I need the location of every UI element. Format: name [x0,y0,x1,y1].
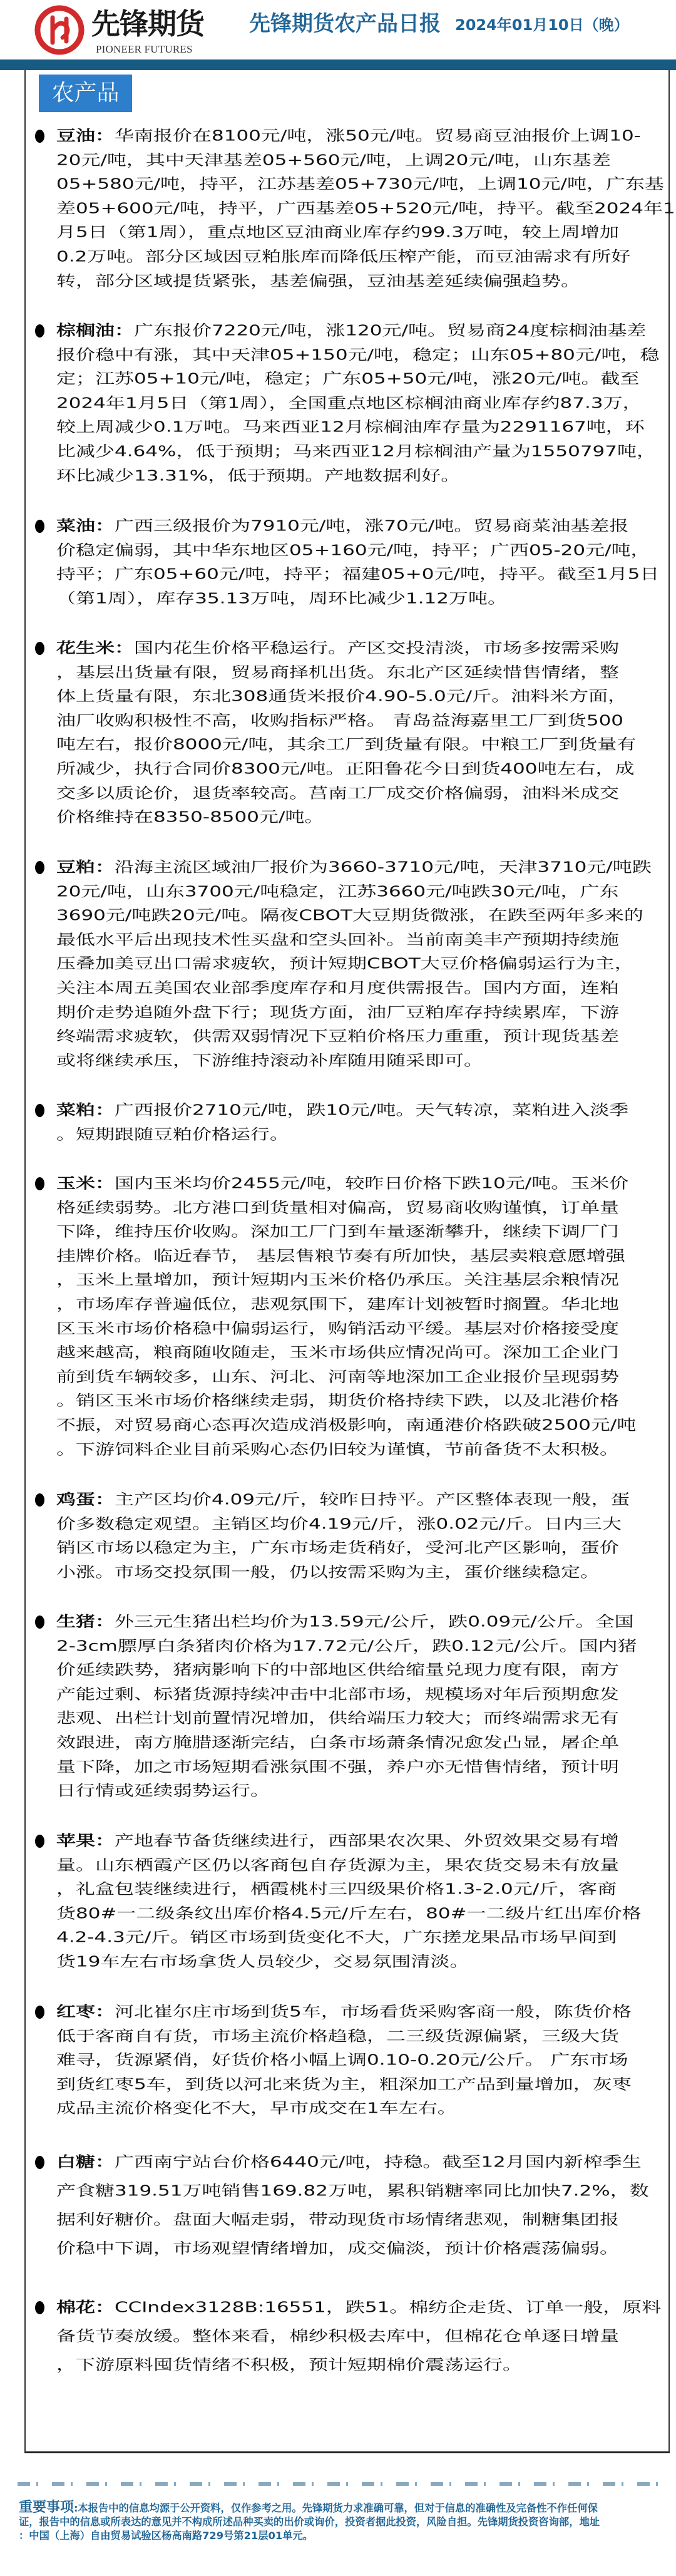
bullet-icon [35,1177,44,1190]
commodity-text-line: 0.2万吨。部分区域因豆粕胀库而降低压榨产能，而豆油需求有所好 [56,248,631,265]
bullet-icon [35,520,44,533]
commodity-text-line: 交多以质论价，退货率较高。莒南工厂成交价格偏弱，油料米成交 [56,785,619,802]
commodity-text-line: 挂牌价格。临近春节， 基层售粮节奏有所加快，基层卖粮意愿增强 [56,1247,625,1265]
commodity-text-line: 差05+600元/吨，持平，广西基差05+520元/吨，持平。截至2024年1 [56,200,675,217]
commodity-text-line: 终端需求疲软，供需双弱情况下豆粕价格压力重重，预计现货基差 [56,1028,619,1045]
commodity-text: 广西三级报价为7910元/吨，涨70元/吨。贸易商菜油基差报 [115,517,629,535]
commodity-text-line: 下降，维持压价收购。深加工厂门到车量逐渐攀升，继续下调厂门 [56,1223,619,1240]
commodity-text-line: 。销区玉米市场价格继续走弱，期货价格持续下跌，以及北港价格 [56,1392,619,1409]
commodity-text-line: 环比减少13.31%，低于预期。产地数据利好。 [56,467,461,485]
commodity-label: 花生米： [56,639,134,657]
commodity-text-line: ，基层出货量有限，贸易商择机出货。东北产区延续惜售情绪，整 [56,664,619,681]
commodity-item [35,2000,661,2121]
commodity-text-line: 据利好糖价。盘面大幅走弱，带动现货市场情绪悲观，制糖集团报 [56,2211,619,2228]
commodity-text-line [56,2151,676,2173]
commodity-item [35,2148,661,2263]
bullet-icon [35,2006,44,2019]
commodity-text-line: 悲观、出栏计划前置情况增加，供给端压力较大；而终端需求无有 [56,1709,619,1727]
commodity-text-line: ，下游原料囤货情绪不积极，预计短期棉价震荡运行。 [56,2356,522,2374]
commodity-text-line [56,127,676,145]
bullet-icon [35,324,44,337]
commodity-text-line: 持平；广东05+60元/吨，持平；福建05+0元/吨，持平。截至1月5日 [56,565,660,583]
commodity-text-line [56,1175,676,1193]
commodity-text-line [56,1613,676,1631]
commodity-text-line: （第1周），库存35.13万吨，周环比减少1.12万吨。 [56,590,507,607]
commodity-text-line: 报价稳中有涨，其中天津05+150元/吨，稳定；山东05+80元/吨，稳 [56,346,660,364]
commodity-text-line: 销区市场以稳定为主，广东市场走货稍好，受河北产区影响，蛋价 [56,1539,619,1557]
commodity-text: 广西报价2710元/吨，跌10元/吨。天气转凉，菜粕进入淡季 [115,1101,629,1119]
commodity-item [35,124,675,293]
disclaimer [19,2501,663,2543]
commodity-text: 产地春节备货继续进行，西部果农次果、外贸效果交易有增 [115,1832,619,1850]
commodity-text-line: 2-3cm膘厚白条猪肉价格为17.72元/公斤，跌0.12元/公斤。国内猪 [56,1637,637,1655]
header-divider-bar [0,59,676,70]
commodity-text-line [56,639,676,657]
commodity-text-line: 货80#一二级条纹出库价格4.5元/斤左右，80#一二级片红出库价格 [56,1905,642,1922]
commodity-text-line: 20元/吨，其中天津基差05+560元/吨，上调20元/吨，山东基差 [56,152,611,169]
commodity-text-line: 日行情或延续弱势运行。 [56,1782,270,1800]
commodity-label: 棕榈油： [56,322,134,339]
commodity-item [35,514,661,611]
commodity-item [35,2293,661,2379]
report-title: 先锋期货农产品日报 [249,11,441,36]
commodity-text: 华南报价在8100元/吨，涨50元/吨。贸易商豆油报价上调10- [115,127,641,145]
commodity-text-line: 定；江苏05+10元/吨，稳定；广东05+50元/吨，涨20元/吨。截至 [56,370,640,388]
commodity-label: 棉花： [56,2299,115,2316]
commodity-item [35,1488,661,1584]
commodity-text-line: 。下游饲料企业目前采购心态仍旧较为谨慎，节前备货不太积极。 [56,1441,619,1458]
commodity-text-line: 体上货量有限，东北308通货米报价4.90-5.0元/斤。油料米方面， [56,688,628,705]
commodity-text: 国内花生价格平稳运行。产区交投清淡，市场多按需采购 [134,639,619,657]
commodity-item [35,855,661,1073]
commodity-text: 沿海主流区域油厂报价为3660-3710元/吨，天津3710元/吨跌 [115,858,652,876]
commodity-text-line: 价稳中下调，市场观望情绪增加，成交偏淡，预计价格震荡偏弱。 [56,2240,619,2257]
commodity-text-line: 越来越高，粮商随收随走，玉米市场供应情况尚可。深加工企业门 [56,1344,619,1361]
commodity-label: 鸡蛋： [56,1491,115,1508]
commodity-item [35,319,661,488]
section-tag: 农产品 [39,75,132,112]
disclaimer-label: 重要事项 [19,2500,74,2515]
commodity-text-line: 产食糖319.51万吨销售169.82万吨，累积销糖率同比加快7.2%，数 [56,2182,649,2200]
commodity-text-line: 难寻，货源紧俏，好货价格小幅上调0.10-0.20元/公斤。 广东市场 [56,2051,628,2069]
logo-chinese-name: 先锋期货 [91,7,204,41]
commodity-text-line: ，玉米上量增加，预计短期内玉米价格仍承压。关注基层余粮情况 [56,1271,619,1289]
commodity-label: 菜油： [56,517,115,535]
commodity-text-line: 价格维持在8350-8500元/吨。 [56,808,324,826]
commodity-text-line: ，市场库存普遍低位，悲观氛围下，建库计划被暂时搁置。华北地 [56,1296,619,1313]
commodity-text-line: 价延续跌势，猪病影响下的中部地区供给缩量兑现力度有限，南方 [56,1661,619,1679]
commodity-text-line: 量下降，加之市场短期看涨氛围不强，养户亦无惜售情绪，预计明 [56,1758,619,1776]
commodity-text-line: 比减少4.64%，低于预期；马来西亚12月棕榈油产量为1550797吨， [56,443,656,460]
commodity-text-line [56,858,676,877]
commodity-item [35,1098,661,1146]
commodity-text-line: 不振，对贸易商心态再次造成消极影响，南通港价格跌破2500元/吨 [56,1416,637,1434]
commodity-text-line: 压叠加美豆出口需求疲软，预计短期CBOT大豆价格偏弱运行为主， [56,955,634,972]
commodity-text-line: 成品主流价格变化不大，早市成交在1车左右。 [56,2099,457,2117]
commodity-text: 广西南宁站台价格6440元/吨，持稳。截至12月国内新榨季生 [115,2153,642,2171]
commodity-text-line [56,1832,676,1850]
commodity-text-line: 格延续弱势。北方港口到货量相对偏高，贸易商收购谨慎，订单量 [56,1199,619,1217]
commodity-text-line: 价稳定偏弱，其中华东地区05+160元/吨，持平；广西05-20元/吨， [56,542,650,559]
commodity-text: 主产区均价4.09元/斤，较昨日持平。产区整体表现一般，蛋 [115,1491,630,1508]
commodity-text-line: 产能过剩、标猪货源持续冲击中北部市场，规模场对年后预期愈发 [56,1686,619,1703]
disclaimer-line: ：中国（上海）自由贸易试验区杨高南路729号第21层01单元。 [19,2530,314,2542]
report-date: 2024年01月10日（晚） [455,16,629,34]
commodity-label: 豆粕： [56,858,115,876]
logo-english-name: PIONEER FUTURES [96,43,193,55]
footer-dashed-divider [18,2482,662,2486]
commodity-text-line: 转，部分区域提货紧张，基差偏强，豆油基差延续偏强趋势。 [56,272,580,290]
commodity-item [35,1172,661,1461]
commodity-item [35,1829,661,1974]
commodity-text-line [56,322,676,340]
commodity-text: 河北崔尔庄市场到货5车，市场看货采购客商一般，陈货价格 [115,2003,632,2021]
commodity-text-line: 小涨。市场交投氛围一般，仍以按需采购为主，蛋价继续稳定。 [56,1564,600,1581]
commodity-text-line: 关注本周五美国农业部季度库存和月度供需报告。国内方面，连粕 [56,979,619,997]
commodity-text-line: 吨左右，报价8000元/吨，其余工厂到货量有限。中粮工厂到货量有 [56,736,637,753]
commodity-text: 外三元生猪出栏均价为13.59元/公斤，跌0.09元/公斤。全国 [115,1613,634,1631]
bullet-icon [35,642,44,655]
commodity-text-line: 低于客商自有货，市场主流价格趋稳，二三级货源偏紧，三级大货 [56,2027,619,2045]
commodity-text: CCIndex3128B:16551，跌51。棉纺企走货、订单一般，原料 [115,2299,662,2316]
bullet-icon [35,1615,44,1629]
commodity-label: 豆油： [56,127,115,145]
disclaimer-line: :本报告中的信息均源于公开资料，仅作参考之用。先锋期货力求准确可靠，但对于信息的准确性及完备性不作任何保 [74,2502,598,2514]
commodity-text-line [56,1491,676,1509]
bullet-icon [35,2156,44,2169]
commodity-text-line: 油厂收购积极性不高，收购指标严格。 青岛益海嘉里工厂到货500 [56,712,624,729]
commodity-text-line: 到货红枣5车，到货以河北来货为主，粗深加工产品到量增加，灰枣 [56,2076,632,2093]
commodity-text-line [56,2297,676,2319]
commodity-text-line: 量。山东栖霞产区仍以客商包自存货源为主，果农货交易未有放量 [56,1857,619,1874]
commodity-label: 生猪： [56,1613,115,1631]
commodity-text-line: 20元/吨，山东3700元/吨稳定，江苏3660元/吨跌30元/吨，广东 [56,883,619,900]
bullet-icon [35,1835,44,1848]
commodity-text-line: 月5日（第1周），重点地区豆油商业库存约99.3万吨，较上周增加 [56,224,619,241]
commodity-item [35,636,661,830]
bullet-icon [35,1104,44,1117]
commodity-text-line: 区玉米市场价格稳中偏弱运行，购销活动平缓。基层对价格接受度 [56,1320,619,1337]
commodity-text-line: 备货节奏放缓。整体来看，棉纱积极去库中，但棉花仓单逐日增量 [56,2327,619,2345]
pioneer-logo-icon [34,5,85,55]
bullet-icon [35,1493,44,1507]
commodity-text-line: 或将继续承压，下游维持滚动补库随用随采即可。 [56,1052,483,1069]
commodity-text-line: 所减少，执行合同价8300元/吨。正阳鲁花今日到货400吨左右，成 [56,760,635,778]
commodity-text-line: 3690元/吨跌20元/吨。隔夜CBOT大豆期货微涨，在跌至两年多来的 [56,907,643,924]
commodity-text-line [56,1101,676,1120]
bullet-icon [35,130,44,143]
commodity-text-line [56,517,676,535]
commodity-text-line: 2024年1月5日（第1周），全国重点地区棕榈油商业库存约87.3万， [56,394,642,412]
commodity-text-line: 货19车左右市场拿货人员较少，交易氛围清淡。 [56,1953,469,1971]
commodity-label: 红枣： [56,2003,115,2021]
commodity-text-line: ，礼盒包装继续进行，栖霞桃村三四级果价格1.3-2.0元/斤，客商 [56,1880,617,1898]
commodity-text-line: 期价走势追随外盘下行；现货方面，油厂豆粕库存持续累库，下游 [56,1004,619,1021]
commodity-text-line: 价多数稳定观望。主销区均价4.19元/斤，涨0.02元/斤。日内三大 [56,1515,622,1533]
commodity-label: 菜粕： [56,1101,115,1119]
commodity-text-line: 4.2-4.3元/斤。销区市场到货变化不大，广东搓龙果品市场早间到 [56,1929,617,1946]
commodity-text-line: 。短期跟随豆粕价格运行。 [56,1126,289,1143]
disclaimer-line: 证，报告中的信息或所表达的意见并不构成所述品种买卖的出价或询价，投资者据此投资，风险自担。先锋期货投资咨询部，地址 [19,2515,600,2528]
commodity-label: 玉米： [56,1175,115,1192]
commodity-text-line: 前到货车辆较多，山东、河北、河南等地深加工企业报价呈现弱势 [56,1368,619,1386]
bullet-icon [35,861,44,874]
commodity-text-line: 最低水平后出现技术性买盘和空头回补。当前南美丰产预期持续施 [56,931,619,949]
commodity-label: 苹果： [56,1832,115,1850]
commodity-label: 白糖： [56,2153,115,2171]
commodity-text-line: 05+580元/吨，持平，江苏基差05+730元/吨，上调10元/吨，广东基 [56,175,664,193]
commodity-text-line [56,2003,676,2021]
commodity-text-line: 较上周减少0.1万吨。马来西亚12月棕榈油库存量为2291167吨，环 [56,418,645,436]
commodity-item [35,1610,661,1803]
commodity-text: 国内玉米均价2455元/吨，较昨日价格下跌10元/吨。玉米价 [115,1175,629,1192]
commodity-text: 广东报价7220元/吨，涨120元/吨。贸易商24度棕榈油基差 [134,322,647,339]
bullet-icon [35,2301,44,2314]
commodity-text-line: 效跟进，南方腌腊逐渐完结，白条市场萧条情况愈发凸显，屠企单 [56,1734,619,1751]
